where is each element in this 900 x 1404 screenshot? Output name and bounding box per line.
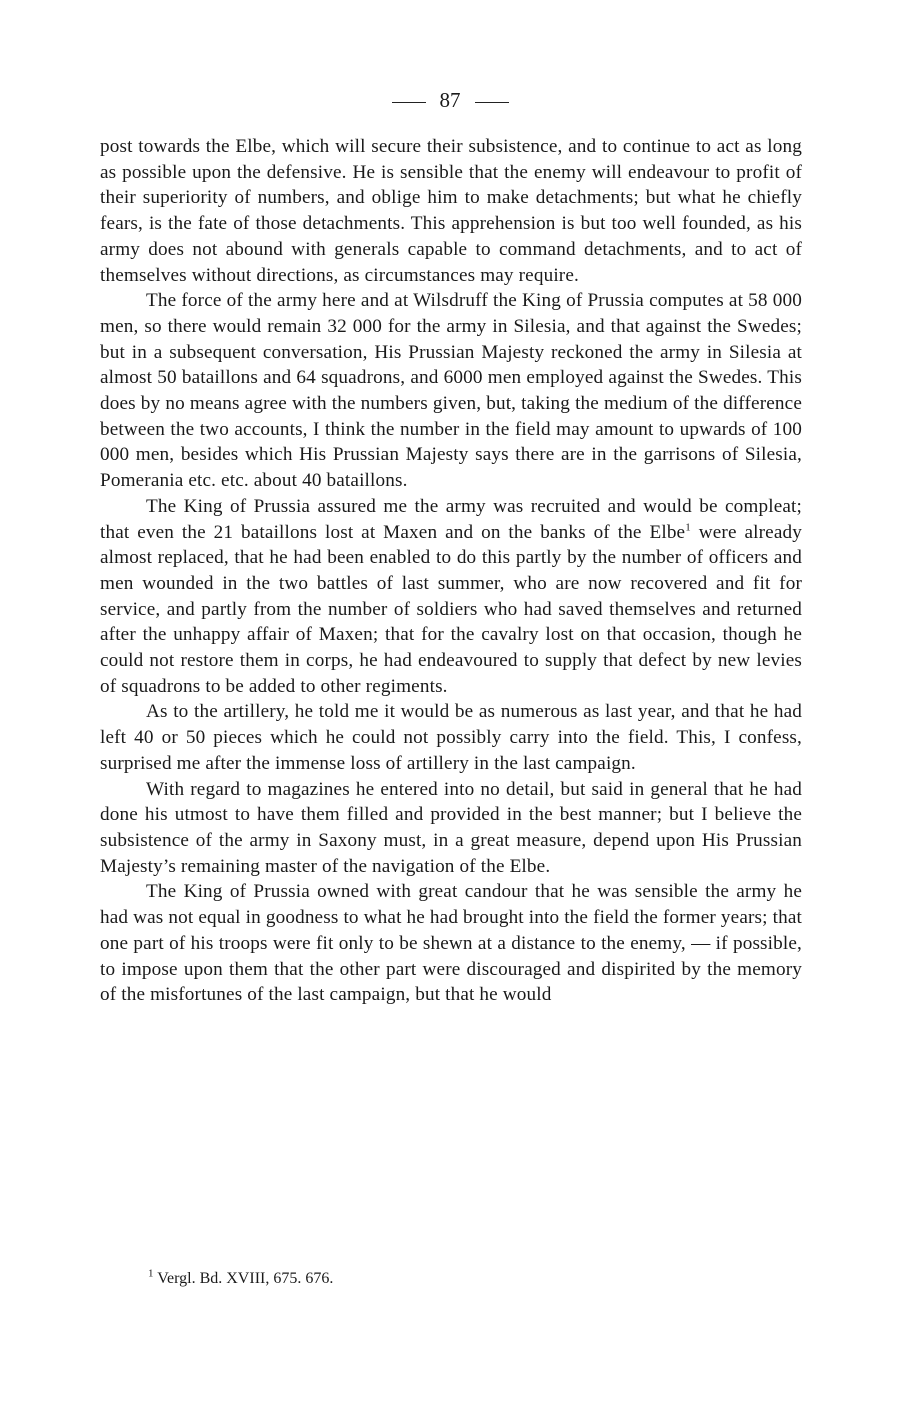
footnote-reference[interactable]: 1 xyxy=(685,521,691,534)
footnote-mark: 1 xyxy=(148,1267,154,1280)
paragraph-3 xyxy=(100,494,802,700)
body-text xyxy=(100,134,802,1008)
paragraph-2: The force of the army here and at Wilsdruff the King of Prussia computes at 58 000 men, so there would remain 32 000 for the army in Silesia, and that against the Swedes; but in a subsequent conversation, His Prussian Majesty reckoned the army in Silesia at almost 50 bataillons and 64 squadrons, and 6000 men employed against the Swedes. This does by no means agree with the numbers given, but, taking the medium of the difference between the two accounts, I think the number in the field may amount to upwards of 100 000 men, besides which His Prussian Majesty says there are in the garrisons of Silesia, Pomerania etc. etc. about 40 bataillons. xyxy=(100,290,802,492)
paragraph-6: The King of Prussia owned with great candour that he was sensible the army he had was not equal in goodness to what he had brought into the field the former years; that one part of his troops were fit only to be shewn at a distance to the enemy, — if possible, to impose upon them that the other part were discouraged and dispirited by the memory of the misfortunes of the last campaign, but that he would xyxy=(100,881,802,1006)
paragraph-4: As to the artillery, he told me it would be as numerous as last year, and that he had left 40 or 50 pieces which he could not possibly carry into the field. This, I confess, surprised me after the immense loss of artillery in the last campaign. xyxy=(100,701,802,774)
paragraph-3-text-continued: were already almost replaced, that he had been enabled to do this partly by the number of officers and men wounded in the two battles of last summer, who are now recovered and fit for service, and partly from the number of soldiers who had saved themselves and returned after the unhappy affair of Maxen; that for the cavalry lost on that occasion, though he could not restore them in corps, he had endeavoured to supply that defect by new levies of squadrons to be added to other regiments. xyxy=(100,521,803,697)
footnote-text: Vergl. Bd. XVIII, 675. 676. xyxy=(153,1270,334,1287)
left-dash-rule xyxy=(392,102,426,103)
footnote xyxy=(148,1268,333,1290)
page-number-header xyxy=(0,86,900,114)
right-dash-rule xyxy=(475,102,509,103)
paragraph-3-text: The King of Prussia assured me the army was recruited and would be compleat; that even the 21 bataillons lost at Maxen and on the banks of the Elbe xyxy=(100,495,802,543)
paragraph-1: post towards the Elbe, which will secure their subsistence, and to continue to act as long as possible upon the defensive. He is sensible that the enemy will endeavour to profit of their superiority of numbers, and oblige him to make detachments; but what he chiefly fears, is the fate of those detachments. This apprehension is but too well founded, as his army does not abound with generals capable to command detachments, and to act of themselves without directions, as circumstances may require. xyxy=(100,136,802,286)
paragraph-5: With regard to magazines he entered into no detail, but said in general that he had done his utmost to have them filled and provided in the best manner; but I believe the subsistence of the army in Saxony must, in a great measure, depend upon His Prussian Majesty’s remaining master of the navigation of the Elbe. xyxy=(100,778,802,877)
page-number: 87 xyxy=(439,88,461,112)
